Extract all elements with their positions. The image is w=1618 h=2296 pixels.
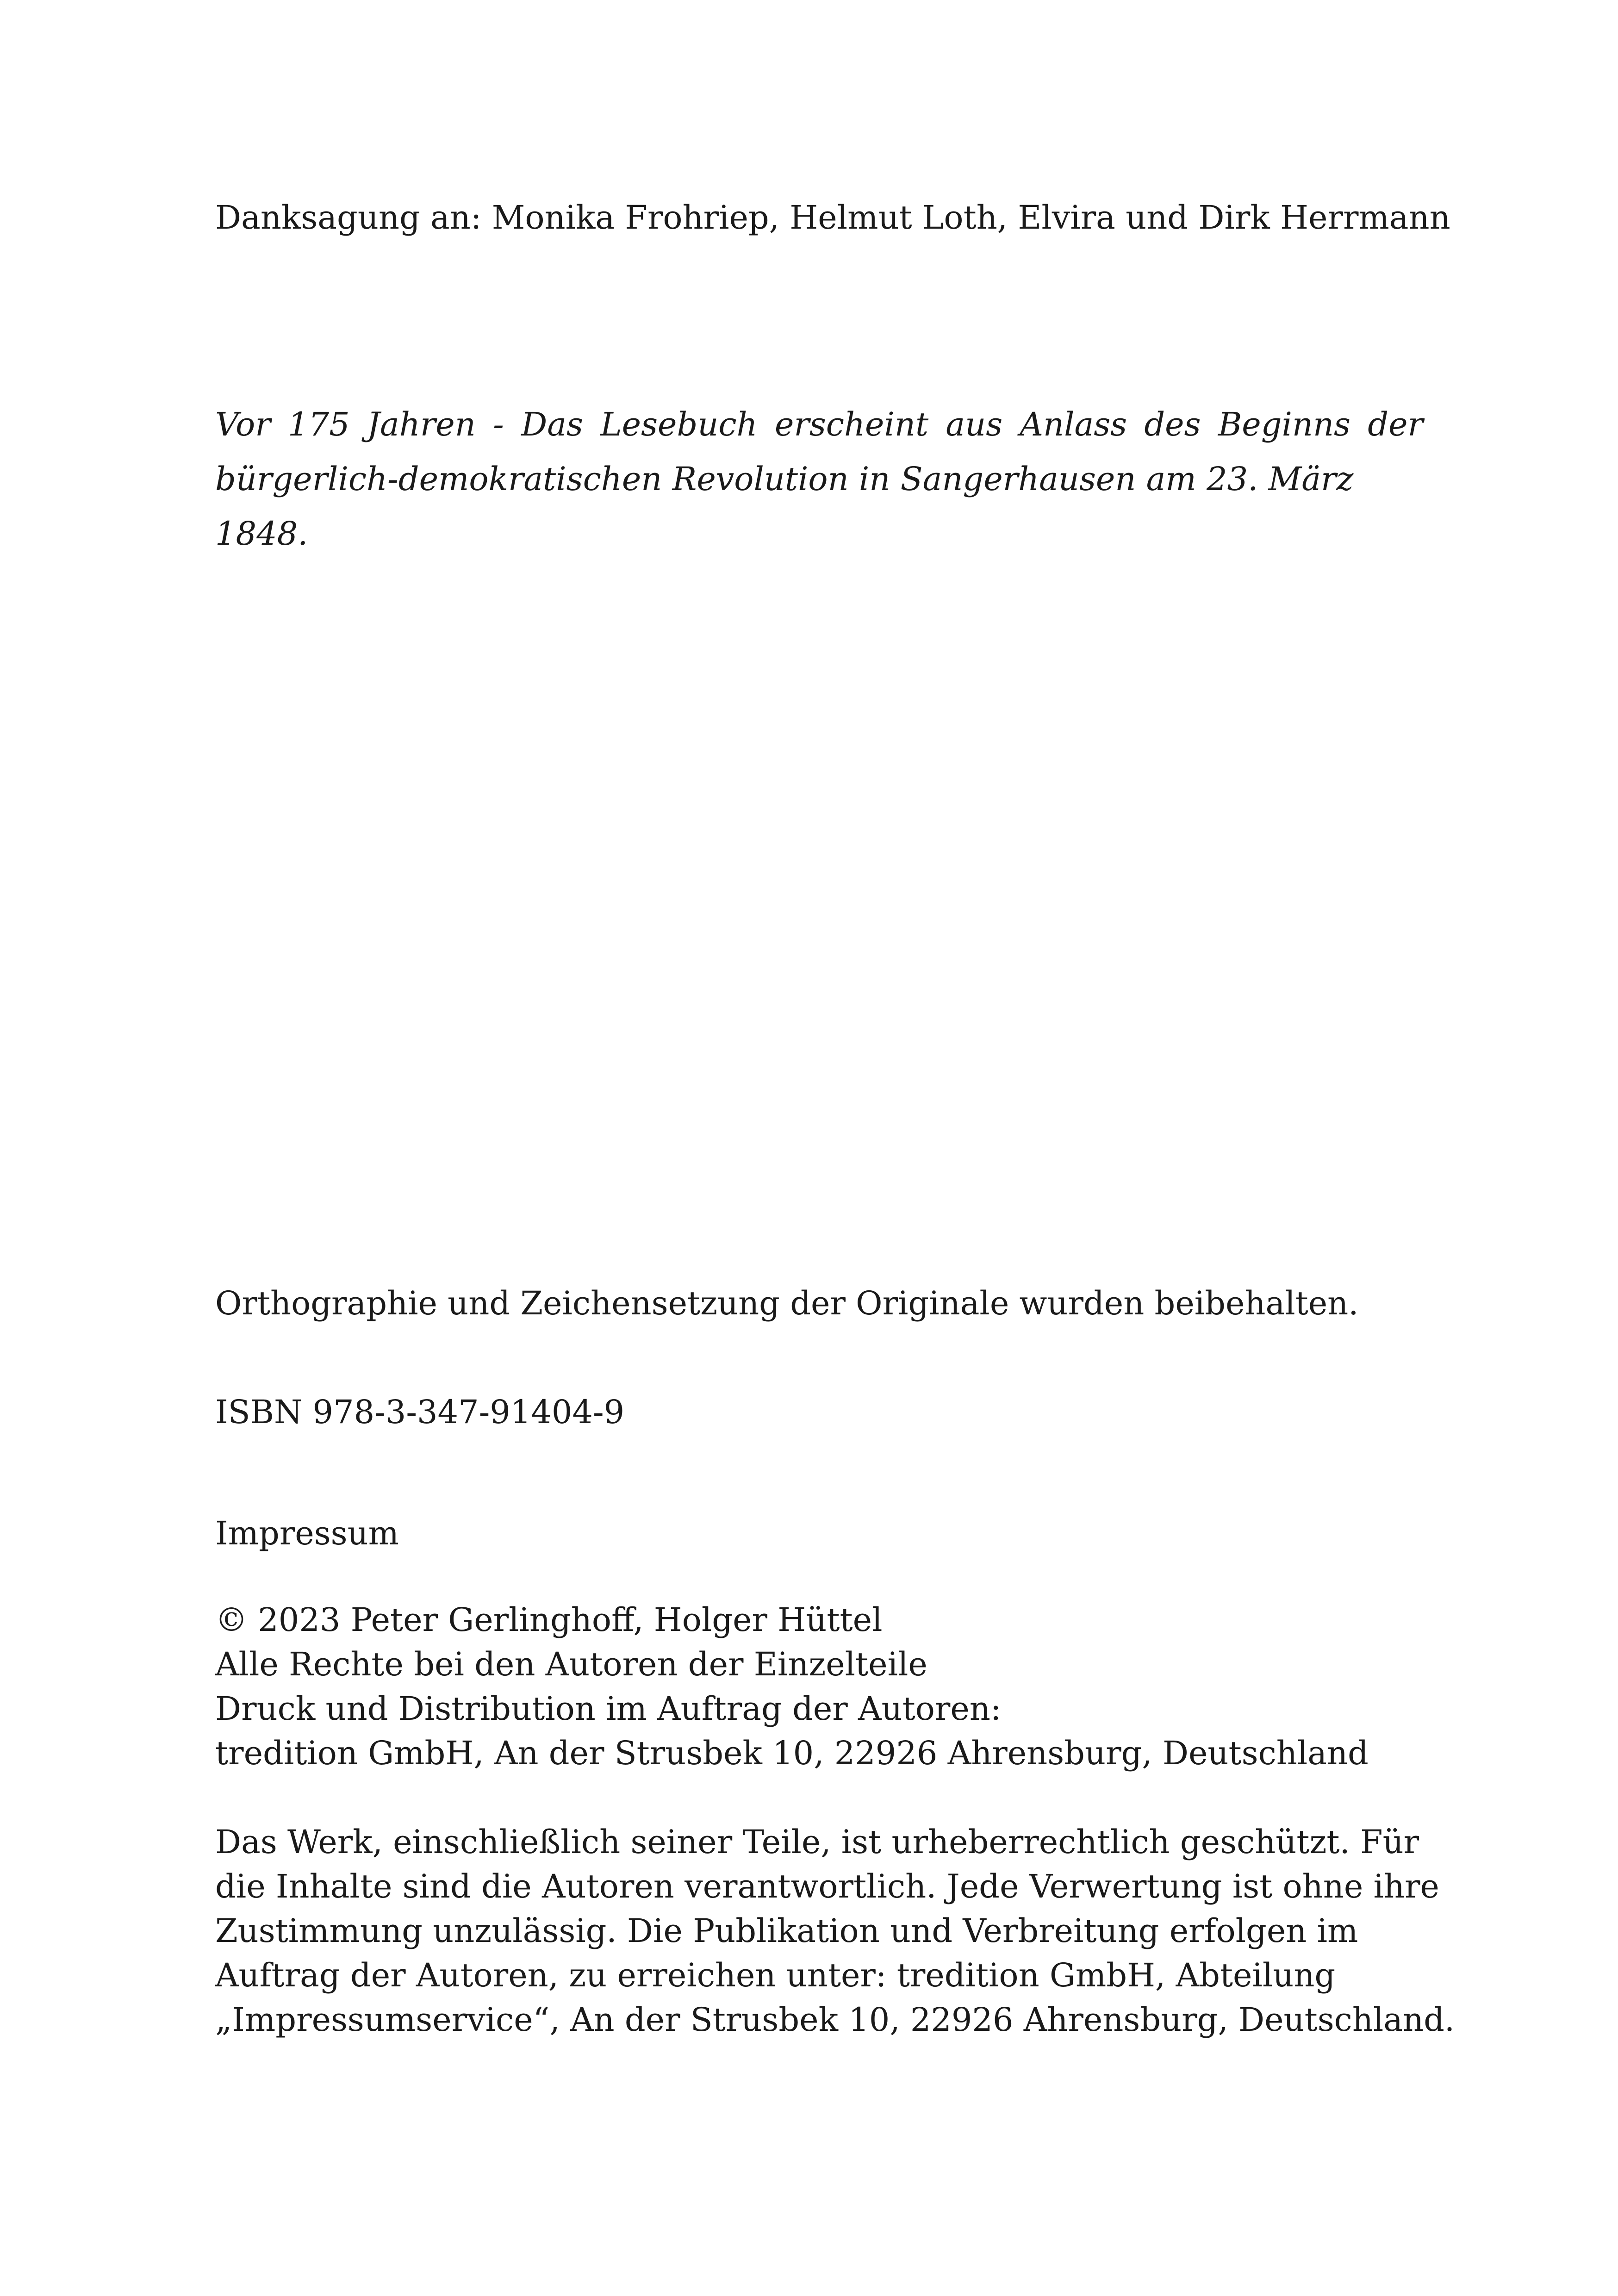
legal-line: Auftrag der Autoren, zu erreichen unter: tredition GmbH, Abteilung [215, 1956, 1336, 1994]
impressum-heading: Impressum [215, 1514, 399, 1552]
publisher-address-line: tredition GmbH, An der Strusbek 10, 22926 Ahrensburg, Deutschland [215, 1734, 1369, 1772]
legal-line: Zustimmung unzulässig. Die Publikation und Verbreitung erfolgen im [215, 1912, 1358, 1950]
dedication-text [215, 397, 1423, 561]
legal-line: Das Werk, einschließlich seiner Teile, ist urheberrechtlich geschützt. Für [215, 1823, 1419, 1861]
distribution-line: Druck und Distribution im Auftrag der Autoren: [215, 1690, 1002, 1728]
dedication-line-1: Vor 175 Jahren - Das Lesebuch erscheint aus Anlass des Beginns der [215, 405, 1423, 443]
legal-line: die Inhalte sind die Autoren verantwortlich. Jede Verwertung ist ohne ihre [215, 1867, 1439, 1905]
legal-line: „Impressumservice“, An der Strusbek 10, 22926 Ahrensburg, Deutschland. [215, 2001, 1455, 2039]
orthography-note: Orthographie und Zeichensetzung der Originale wurden beibehalten. [215, 1284, 1359, 1322]
legal-notice [215, 1820, 1455, 2042]
copyright-block [215, 1598, 1369, 1775]
rights-line: Alle Rechte bei den Autoren der Einzelteile [215, 1645, 927, 1683]
isbn-number: ISBN 978-3-347-91404-9 [215, 1393, 625, 1431]
dedication-line-2: bürgerlich-demokratischen Revolution in Sangerhausen am 23. März 1848. [215, 460, 1354, 553]
acknowledgement-line: Danksagung an: Monika Frohriep, Helmut Loth, Elvira und Dirk Herrmann [215, 199, 1450, 236]
copyright-line: © 2023 Peter Gerlinghoff, Holger Hüttel [215, 1601, 883, 1639]
